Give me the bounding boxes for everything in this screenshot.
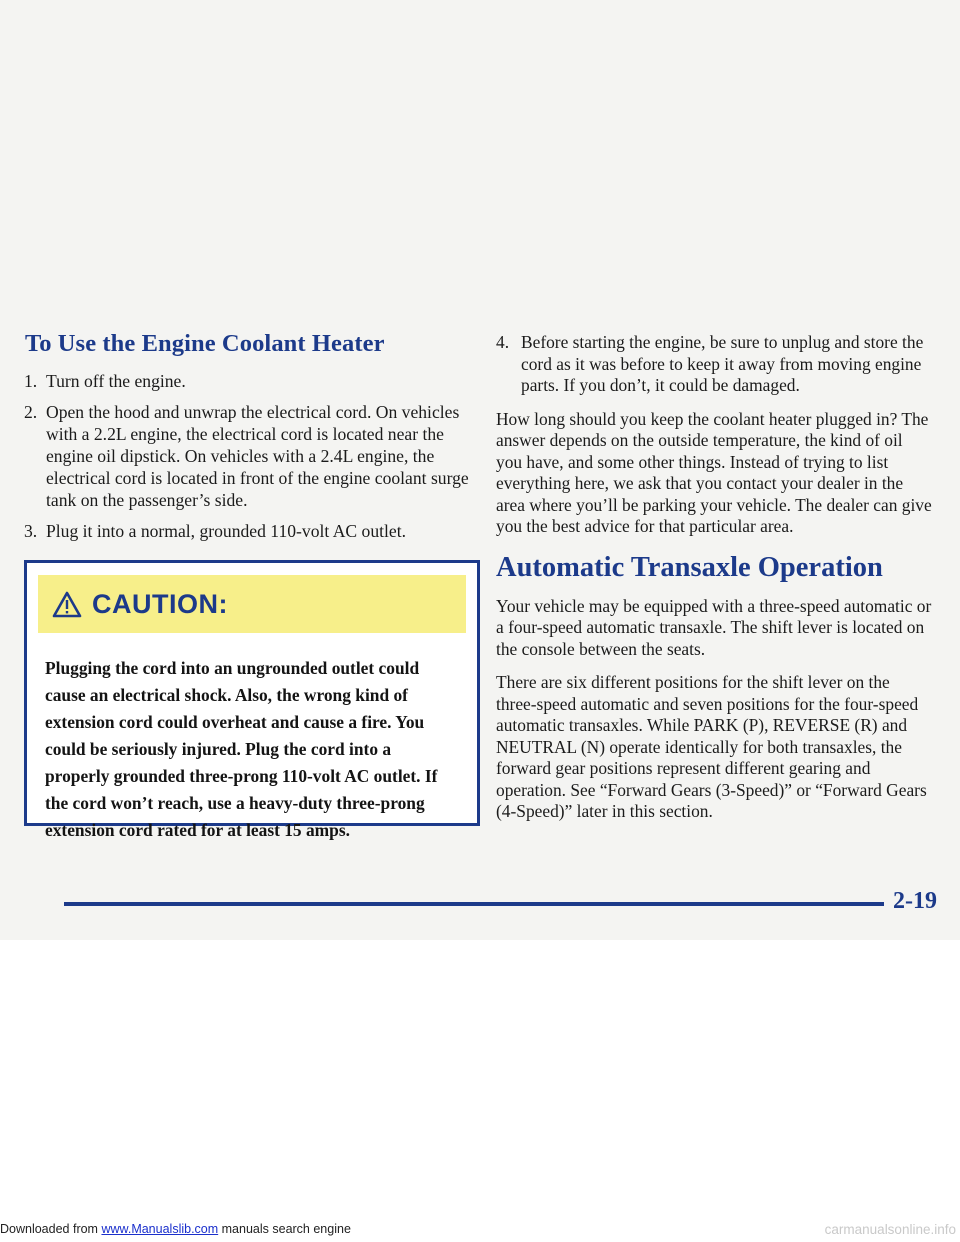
step-number: 1. bbox=[24, 371, 38, 391]
caution-text: Plugging the cord into an ungrounded outlet could cause an electrical shock. Also, the wrong kind of extension cord could overheat and cause a fire. You could be seriously injured. Plug the cord into a properly grounded three-prong 110-volt AC outlet. If the cord won’t reach, use a heavy-duty three-prong extension cord rated for at least 15 amps. bbox=[45, 658, 438, 840]
step-3 bbox=[24, 520, 480, 542]
footer-rule bbox=[64, 902, 884, 906]
download-prefix: Downloaded from bbox=[0, 1222, 102, 1236]
download-source-line bbox=[0, 1222, 351, 1236]
step-number: 3. bbox=[24, 521, 38, 541]
step-text: Open the hood and unwrap the electrical cord. On vehicles with a 2.2L engine, the electrical cord is located near the engine oil dipstick. On vehicles with a 2.4L engine, the electrical cord is located in front of the engine coolant surge tank on the passenger’s side. bbox=[46, 402, 469, 510]
step-text: Turn off the engine. bbox=[46, 371, 186, 391]
transaxle-intro-paragraph: Your vehicle may be equipped with a three-speed automatic or a four-speed automatic transaxle. The shift lever is located on the console between the seats. bbox=[496, 595, 932, 659]
download-suffix: manuals search engine bbox=[218, 1222, 351, 1236]
caution-title: CAUTION: bbox=[92, 588, 228, 619]
right-column bbox=[496, 332, 932, 835]
step-1 bbox=[24, 370, 480, 392]
step-2 bbox=[24, 401, 480, 511]
step-4 bbox=[496, 332, 932, 397]
warning-triangle-icon bbox=[52, 591, 82, 618]
coolant-heater-steps bbox=[24, 370, 480, 542]
left-column bbox=[24, 330, 480, 551]
transaxle-heading: Automatic Transaxle Operation bbox=[496, 551, 883, 583]
caution-box bbox=[24, 560, 480, 840]
watermark: carmanualsonline.info bbox=[824, 1222, 956, 1237]
step-text: Plug it into a normal, grounded 110-volt AC outlet. bbox=[46, 521, 406, 541]
step-text: Before starting the engine, be sure to unplug and store the cord as it was before to keep it away from moving engine parts. If you don’t, it could be damaged. bbox=[521, 332, 924, 395]
step-number: 4. bbox=[496, 332, 510, 352]
step-number: 2. bbox=[24, 402, 38, 422]
shift-positions-paragraph: There are six different positions for the shift lever on the three-speed automatic and seven positions for the four-speed automatic transaxles. While PARK (P), REVERSE (R) and NEUTRAL (N) operate identically for both transaxles, the forward gear positions represent different gearing and operation. See “Forward Gears (3-Speed)” or “Forward Gears (4-Speed)” later in this section. bbox=[496, 672, 927, 821]
manualslib-link[interactable]: www.Manualslib.com bbox=[101, 1222, 219, 1236]
coolant-heater-heading: To Use the Engine Coolant Heater bbox=[25, 330, 385, 357]
plug-duration-paragraph: How long should you keep the coolant heater plugged in? The answer depends on the outside temperature, the kind of oil you have, and some other things. Instead of trying to list everything here, we ask that you contact your dealer in the area where you’ll be parking your vehicle. The dealer can give you the best advice for that particular area. bbox=[496, 408, 932, 536]
page-number: 2-19 bbox=[893, 888, 937, 914]
caution-banner bbox=[38, 575, 466, 633]
